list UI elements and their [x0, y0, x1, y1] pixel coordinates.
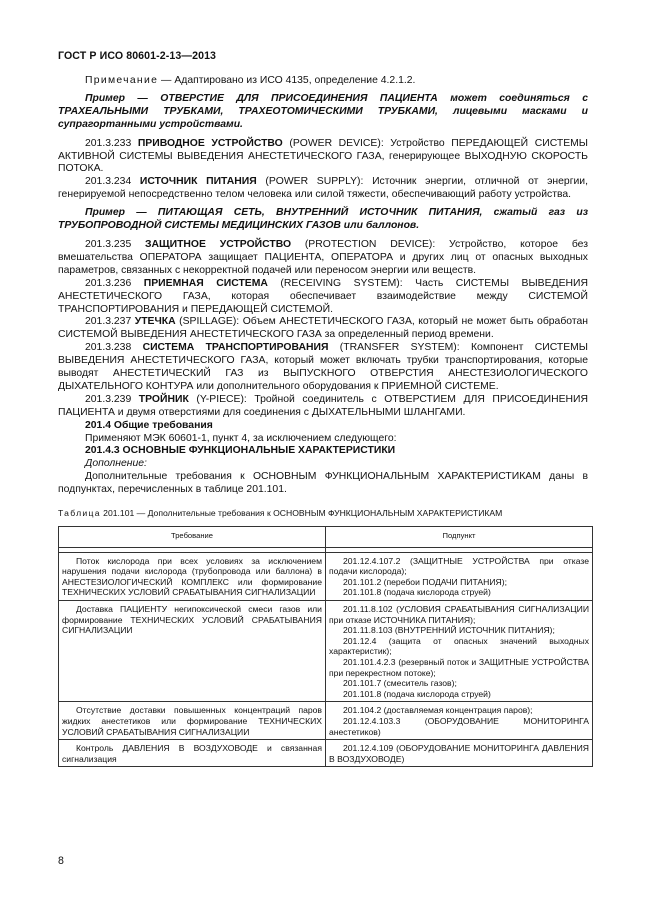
subsection-heading-201-4-3: 201.4.3 ОСНОВНЫЕ ФУНКЦИОНАЛЬНЫЕ ХАРАКТЕРИСТИКИ — [85, 445, 396, 457]
definition-text: (RECEIVING SYSTEM): Часть СИСТЕМЫ ВЫВЕДЕНИЯ АНЕСТЕТИЧЕСКОГО ГАЗА, которая обеспечивает взаимодействие между СИСТЕМОЙ ТРАНСПОРТИРОВАНИЯ и ПЕРЕДАЮЩЕЙ СИСТЕМОЙ. — [58, 277, 588, 315]
subclause: 201.11.8.102 (УСЛОВИЯ СРАБАТЫВАНИЯ СИГНАЛИЗАЦИИ при отказе ИСТОЧНИКА ПИТАНИЯ); — [329, 603, 589, 625]
requirement-cell — [59, 740, 326, 767]
subclause: 201.101.7 (смеситель газов); — [343, 678, 457, 689]
note — [58, 75, 588, 88]
subclause: 201.101.8 (подача кислорода струей) — [343, 587, 491, 598]
subclause: 201.12.4 (защита от опасных значений выходных характеристик); — [329, 635, 589, 657]
definition-text: (Y-PIECE): Тройной соединитель с ОТВЕРСТИЕМ ДЛЯ ПРИСОЕДИНЕНИЯ ПАЦИЕНТА и двумя отверстиями для соединения с ДЫХАТЕЛЬНЫМИ ШЛАНГАМИ. — [58, 393, 588, 418]
subclause: 201.101.8 (подача кислорода струей) — [343, 688, 491, 699]
table-row — [59, 702, 593, 740]
definition-number: 201.3.236 — [85, 277, 144, 289]
definition-text: (PROTECTION DEVICE): Устройство, которое без вмешательства ОПЕРАТОРА защищает ПАЦИЕНТА, ОПЕРАТОРА и других лиц от опасных выходных параметров, связанных с некорректной подачей или переносом энергии или веществ. — [58, 238, 588, 276]
requirement-text: Контроль ДАВЛЕНИЯ В ВОЗДУХОВОДЕ и связанная сигнализация — [62, 743, 322, 764]
subclause: 201.104.2 (доставляемая концентрация паров); — [343, 705, 533, 716]
table-row — [59, 740, 593, 767]
requirement-cell — [59, 702, 326, 740]
definition-text: (POWER DEVICE): Устройство ПЕРЕДАЮЩЕЙ СИСТЕМЫ АКТИВНОЙ СИСТЕМЫ ВЫВЕДЕНИЯ АНЕСТЕТИЧЕСКОГО ГАЗА, генерирующее ВЫХОДНУЮ СКОРОСТЬ ПОТОКА. — [58, 137, 588, 175]
definition-text: (SPILLAGE): Объем АНЕСТЕТИЧЕСКОГО ГАЗА, который не может быть обработан СИСТЕМОЙ ВЫВЕДЕНИЯ АНЕСТЕТИЧЕСКОГО ГАЗА за определенный период времени. — [58, 316, 588, 341]
definition-term: ПРИВОДНОЕ УСТРОЙСТВО — [137, 137, 283, 149]
definition-text: (POWER SUPPLY): Источник энергии, отличной от энергии, генерируемой непосредственно телом человека или силой тяжести, обеспечивающий работу устройства. — [58, 176, 588, 201]
definition-term: УТЕЧКА — [134, 316, 176, 328]
subclause: 201.101.4.2.3 (резервный поток и ЗАЩИТНЫЕ УСТРОЙСТВА при перекрестном потоке); — [329, 656, 589, 678]
subclause: 201.12.4.103.3 (ОБОРУДОВАНИЕ МОНИТОРИНГА анестетиков) — [329, 715, 589, 737]
requirement-text: Доставка ПАЦИЕНТУ негипоксической смеси газов или формирование ТЕХНИЧЕСКИХ УСЛОВИЙ СРАБАТЫВАНИЯ СИГНАЛИЗАЦИИ — [62, 603, 322, 636]
requirement-cell — [59, 552, 326, 600]
subclause: 201.12.4.107.2 (ЗАЩИТНЫЕ УСТРОЙСТВА при отказе подачи кислорода); — [329, 555, 589, 577]
definition-236 — [58, 278, 588, 317]
subclause: 201.11.8.103 (ВНУТРЕННИЙ ИСТОЧНИК ПИТАНИЯ); — [343, 625, 555, 636]
definition-term: СИСТЕМА ТРАНСПОРТИРОВАНИЯ — [142, 342, 329, 354]
definition-term: ИСТОЧНИК ПИТАНИЯ — [139, 176, 257, 188]
definition-number: 201.3.238 — [85, 342, 143, 354]
subclause-cell — [326, 552, 593, 600]
requirements-table — [58, 526, 593, 767]
definition-239 — [58, 394, 588, 420]
definition-number: 201.3.239 — [85, 393, 139, 405]
definition-number: 201.3.237 — [85, 316, 135, 328]
definition-number: 201.3.233 — [85, 137, 138, 149]
note-text: — Адаптировано из ИСО 4135, определение 4.2.1.2. — [158, 75, 416, 86]
example-2: Пример — ПИТАЮЩАЯ СЕТЬ, ВНУТРЕННИЙ ИСТОЧНИК ПИТАНИЯ, сжатый газ из ТРУБОПРОВОДНОЙ СИСТЕМЫ МЕДИЦИНСКИХ ГАЗОВ или баллонов. — [58, 207, 588, 232]
definition-234 — [58, 176, 588, 202]
definition-number: 201.3.234 — [85, 176, 140, 188]
table-row — [59, 600, 593, 701]
requirement-cell — [59, 600, 326, 701]
page-number: 8 — [58, 855, 64, 867]
subclause-cell — [326, 600, 593, 701]
column-header: Подпункт — [326, 527, 593, 548]
standard-header: ГОСТ Р ИСО 80601-2-13—2013 — [58, 50, 217, 62]
definition-term: ЗАЩИТНОЕ УСТРОЙСТВО — [145, 238, 292, 250]
definition-term: ПРИЕМНАЯ СИСТЕМА — [143, 277, 268, 289]
requirement-text: Поток кислорода при всех условиях за исключением нарушения подачи кислорода (трубопровода или баллона) в АНЕСТЕЗИОЛОГИЧЕСКИЙ КОМПЛЕКС или формирование ТЕХНИЧЕСКИХ УСЛОВИЙ СРАБАТЫВАНИЯ СИГНАЛИЗАЦИИ — [62, 555, 322, 598]
caption-text: 201.101 — Дополнительные требования к ОСНОВНЫМ ФУНКЦИОНАЛЬНЫМ ХАРАКТЕРИСТИКАМ — [100, 508, 503, 518]
addition-label: Дополнение: — [85, 458, 147, 470]
example-1: Пример — ОТВЕРСТИЕ ДЛЯ ПРИСОЕДИНЕНИЯ ПАЦИЕНТА может соединяться с ТРАХЕАЛЬНЫМИ ТРУБКАМИ, ТРАХЕОТОМИЧЕСКИМИ ТРУБКАМИ, лицевыми масками и супрагортанными устройствами. — [58, 92, 588, 130]
section-text: Применяют МЭК 60601-1, пункт 4, за исключением следующего: — [85, 432, 397, 444]
requirement-text: Отсутствие доставки повышенных концентраций паров жидких анестетиков или формирование ТЕХНИЧЕСКИХ УСЛОВИЙ СРАБАТЫВАНИЯ СИГНАЛИЗАЦИИ — [62, 705, 322, 737]
definition-233 — [58, 138, 588, 177]
caption-label: Таблица — [58, 508, 101, 518]
definition-237 — [58, 316, 588, 342]
definition-term: ТРОЙНИК — [138, 393, 189, 405]
table-row — [59, 552, 593, 600]
body-text — [58, 75, 588, 497]
definition-238 — [58, 342, 588, 394]
subclause: 201.101.2 (перебои ПОДАЧИ ПИТАНИЯ); — [343, 576, 507, 587]
note-label: Примечание — [85, 75, 159, 86]
definition-235 — [58, 239, 588, 278]
subclause: 201.12.4.109 (ОБОРУДОВАНИЕ МОНИТОРИНГА ДАВЛЕНИЯ В ВОЗДУХОВОДЕ) — [329, 743, 589, 764]
section-heading-201-4: 201.4 Общие требования — [85, 419, 213, 431]
addition-text: Дополнительные требования к ОСНОВНЫМ ФУНКЦИОНАЛЬНЫМ ХАРАКТЕРИСТИКАМ даны в подпунктах, перечисленных в таблице 201.101. — [58, 471, 588, 496]
definition-number: 201.3.235 — [85, 238, 146, 250]
definition-text: (TRANSFER SYSTEM): Компонент СИСТЕМЫ ВЫВЕДЕНИЯ АНЕСТЕТИЧЕСКОГО ГАЗА, который может включать трубки транспортирования, которые выводят АНЕСТЕТИЧЕСКИЙ ГАЗ из ВЫПУСКНОГО ОТВЕРСТИЯ АНЕСТЕЗИОЛОГИЧЕСКОГО ДЫХАТЕЛЬНОГО КОНТУРА или дополнительного оборудования к ПРИЕМНОЙ СИСТЕМЕ. — [58, 342, 588, 392]
subclause-cell — [326, 702, 593, 740]
table-caption — [58, 508, 598, 518]
column-header: Требование — [59, 527, 326, 548]
subclause-cell — [326, 740, 593, 767]
